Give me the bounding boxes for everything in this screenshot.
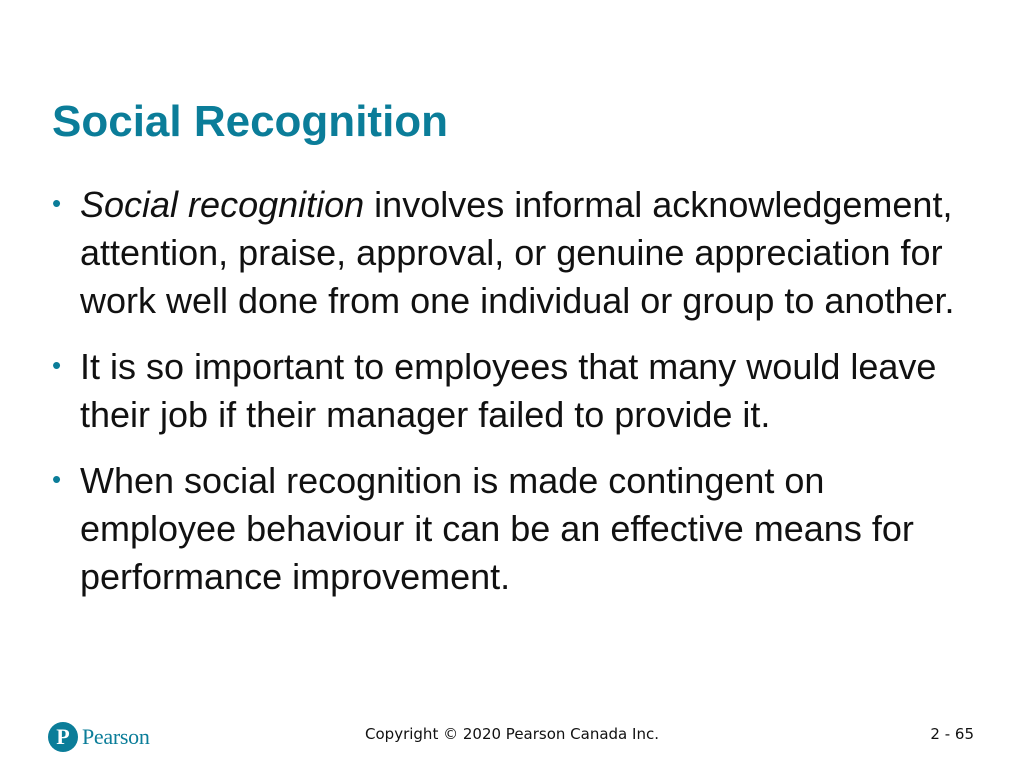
bullet-item [52,181,962,325]
pearson-logo-icon: P [48,722,78,752]
bullet-text [80,184,955,321]
bullet-text [80,346,936,435]
bullet-marker: • [52,188,62,218]
bullet-list [52,181,962,619]
bullet-item [52,343,962,439]
copyright-text: Copyright © 2020 Pearson Canada Inc. [365,725,659,743]
bullet-body: It is so important to employees that many would leave their job if their manager failed to provide it. [80,346,937,435]
bullet-emphasis: Social recognition [80,184,365,225]
bullet-marker: • [52,350,62,380]
bullet-marker: • [52,464,62,494]
bullet-item [52,457,962,601]
slide-title: Social Recognition [52,97,449,146]
pearson-logo-text: Pearson [82,724,150,749]
page-number: 2 - 65 [930,725,974,743]
bullet-body: involves informal acknowledgement, attention, praise, approval, or genuine appreciation for work well done from one individual or group to another. [80,184,955,321]
bullet-body: When social recognition is made contingent on employee behaviour it can be an effective means for performance improvement. [80,460,914,597]
bullet-text [80,460,914,597]
